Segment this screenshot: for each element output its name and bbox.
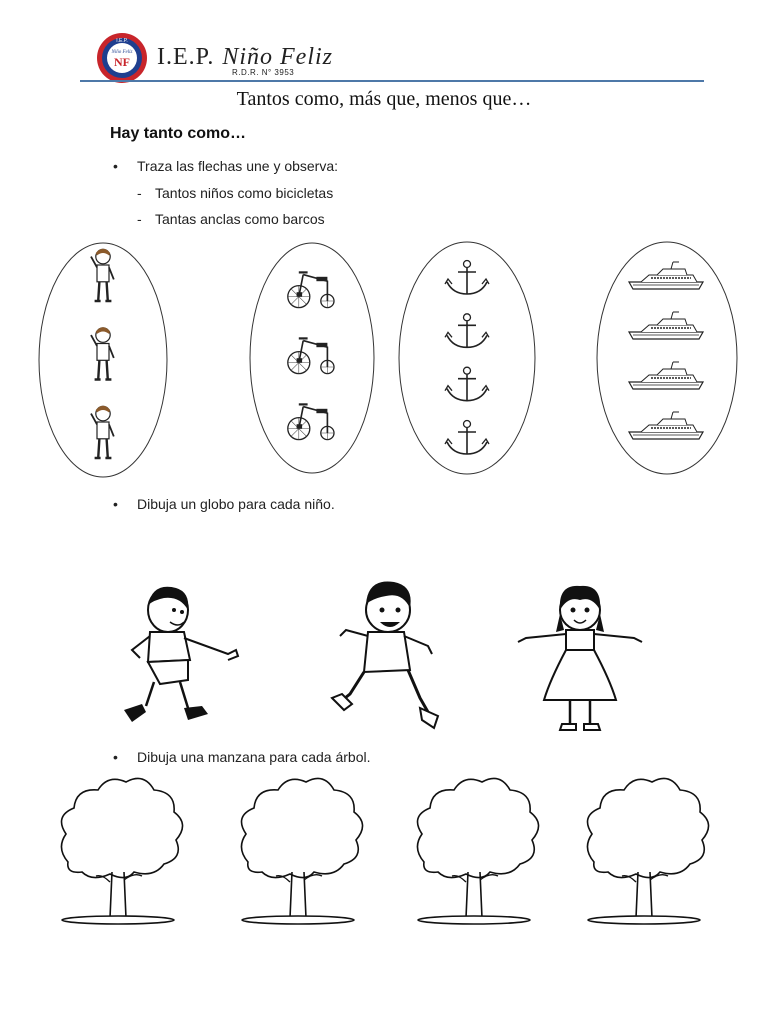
dash: -	[137, 185, 142, 201]
logo-middle-text: Niño Feliz	[111, 50, 133, 55]
bullet: •	[113, 749, 118, 765]
section-heading: Hay tanto como…	[110, 125, 247, 142]
logo-monogram: NF	[114, 55, 130, 69]
bullet: •	[113, 158, 118, 174]
tree-icon	[241, 778, 362, 924]
instruction-2-text: Dibuja un globo para cada niño.	[137, 496, 335, 512]
logo-top-text: I.E.P.	[116, 38, 128, 44]
registration-number: R.D.R. N° 3953	[232, 68, 295, 77]
tree-icon	[417, 778, 538, 924]
trees	[61, 778, 708, 924]
school-prefix: I.E.P.	[157, 44, 215, 70]
sub-item-2-text: Tantas anclas como barcos	[155, 211, 325, 227]
school-name-text: Niño Feliz	[222, 44, 334, 70]
instruction-3-text: Dibuja una manzana para cada árbol.	[137, 749, 371, 765]
sub-item-1-text: Tantos niños como bicicletas	[155, 185, 334, 201]
instruction-1-text: Traza las flechas une y observa:	[137, 158, 339, 174]
bullet: •	[113, 496, 118, 512]
worksheet-title: Tantos como, más que, menos que…	[236, 88, 532, 110]
tree-icon	[587, 778, 708, 924]
tree-icon	[61, 778, 182, 924]
dash: -	[137, 211, 142, 227]
